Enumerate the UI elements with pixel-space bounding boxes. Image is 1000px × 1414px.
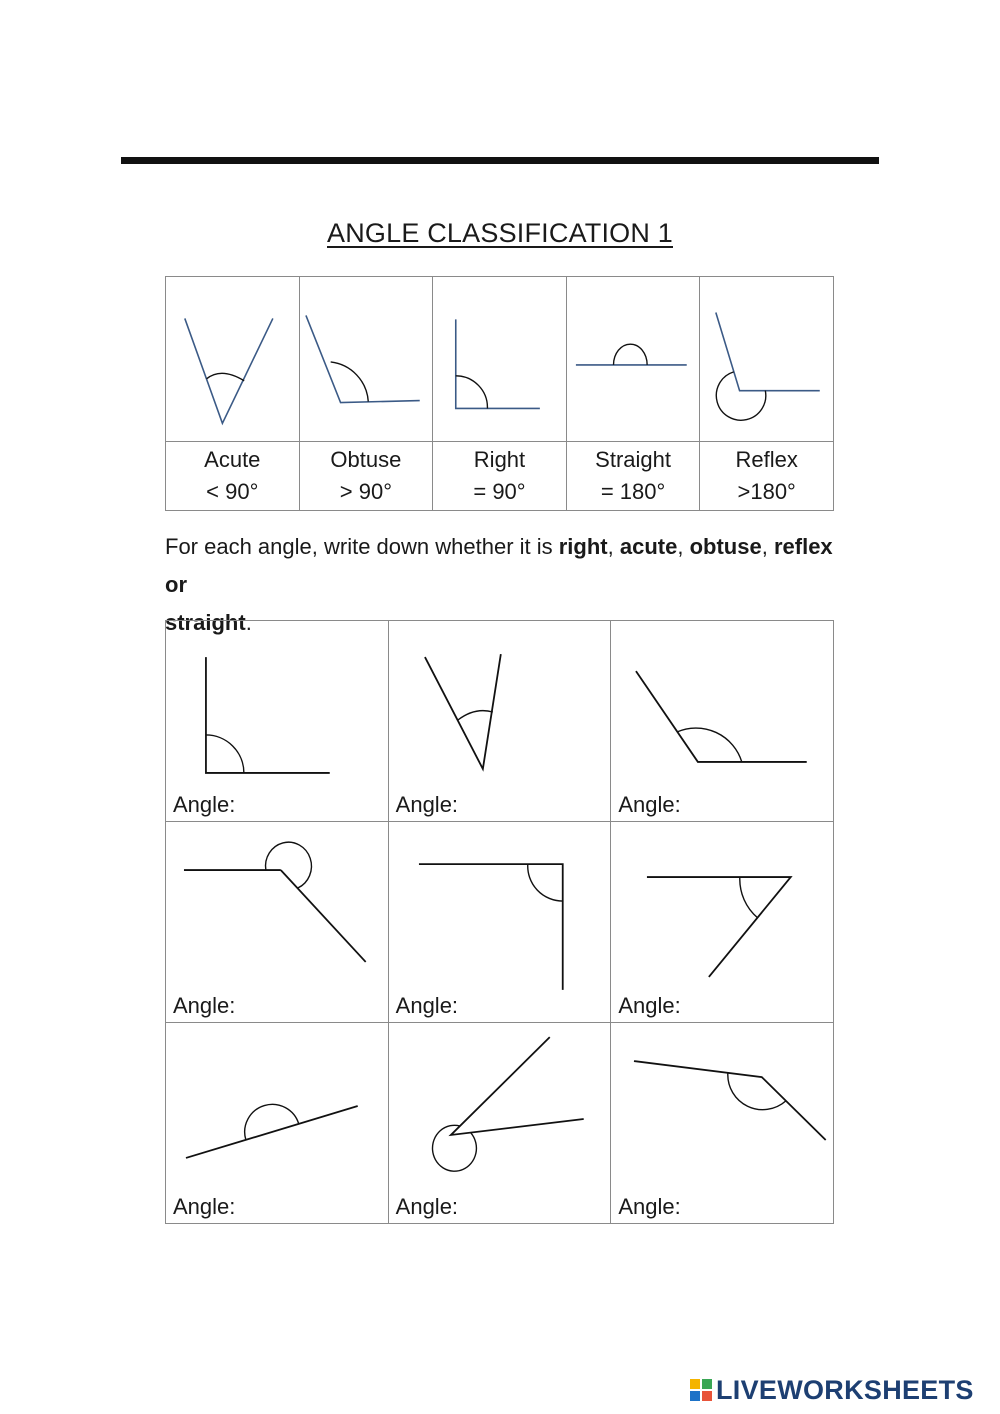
angle-name: Acute — [204, 447, 261, 472]
angle-diagram-5 — [389, 822, 611, 1022]
key-label-right — [433, 442, 567, 511]
top-rule — [121, 157, 879, 164]
acute-angle-diagram — [166, 277, 299, 441]
liveworksheets-logo-icon — [690, 1379, 712, 1401]
key-label-reflex — [700, 442, 834, 511]
brand-name: LIVEWORKSHEETS — [716, 1374, 974, 1405]
angle-name: Reflex — [735, 447, 798, 472]
angle-rule: < 90° — [206, 479, 259, 504]
term-acute: acute — [619, 534, 678, 559]
answer-label: Angle: — [173, 792, 236, 817]
reflex-angle-diagram — [700, 277, 833, 441]
term-obtuse: obtuse — [689, 534, 762, 559]
term-right: right — [558, 534, 608, 559]
angle-diagram-4 — [166, 822, 388, 1022]
angle-diagram-3 — [611, 621, 833, 821]
key-cell-acute — [166, 277, 300, 442]
answer-label: Angle: — [618, 993, 681, 1018]
exercise-cell-3[interactable] — [611, 621, 834, 822]
brand-footer — [690, 1373, 974, 1407]
answer-label: Angle: — [395, 792, 459, 817]
page-title: ANGLE CLASSIFICATION 1 — [327, 218, 673, 248]
angle-rule: >180° — [737, 479, 796, 504]
straight-angle-diagram — [567, 277, 700, 441]
obtuse-angle-diagram — [300, 277, 433, 441]
key-cell-right — [433, 277, 567, 442]
term-reflex-or: reflex or — [165, 534, 833, 597]
answer-label: Angle: — [618, 792, 681, 817]
angle-diagram-7 — [166, 1023, 388, 1223]
answer-label: Angle: — [173, 1194, 236, 1219]
angle-diagram-1 — [166, 621, 388, 821]
term-straight: straight — [165, 610, 246, 635]
exercise-cell-8[interactable] — [388, 1023, 611, 1224]
answer-label: Angle: — [618, 1194, 681, 1219]
key-label-straight — [566, 442, 700, 511]
exercise-cell-2[interactable] — [388, 621, 611, 822]
exercise-table — [165, 620, 834, 1224]
angle-name: Obtuse — [330, 447, 402, 472]
angle-diagram-8 — [389, 1023, 611, 1223]
key-label-obtuse — [299, 442, 433, 511]
angle-diagram-6 — [611, 822, 833, 1022]
exercise-cell-9[interactable] — [611, 1023, 834, 1224]
key-label-acute — [166, 442, 300, 511]
exercise-cell-4[interactable] — [166, 822, 389, 1023]
instructions: For each angle, write down whether it is right, acute, obtuse, reflex or straight. — [165, 534, 833, 635]
angle-diagram-2 — [389, 621, 611, 821]
key-cell-obtuse — [299, 277, 433, 442]
angle-rule: = 180° — [600, 479, 666, 504]
key-cell-straight — [566, 277, 700, 442]
exercise-cell-1[interactable] — [166, 621, 389, 822]
angle-rule: = 90° — [473, 479, 526, 504]
key-cell-reflex — [700, 277, 834, 442]
exercise-cell-7[interactable] — [166, 1023, 389, 1224]
angle-name: Right — [473, 447, 526, 472]
exercise-cell-6[interactable] — [611, 822, 834, 1023]
answer-label: Angle: — [395, 1194, 459, 1219]
angle-key-table — [165, 276, 834, 511]
angle-diagram-9 — [611, 1023, 833, 1223]
right-angle-diagram — [433, 277, 566, 441]
answer-label: Angle: — [173, 993, 236, 1018]
angle-name: Straight — [595, 447, 671, 472]
exercise-cell-5[interactable] — [388, 822, 611, 1023]
answer-label: Angle: — [395, 993, 459, 1018]
angle-rule: > 90° — [339, 479, 392, 504]
